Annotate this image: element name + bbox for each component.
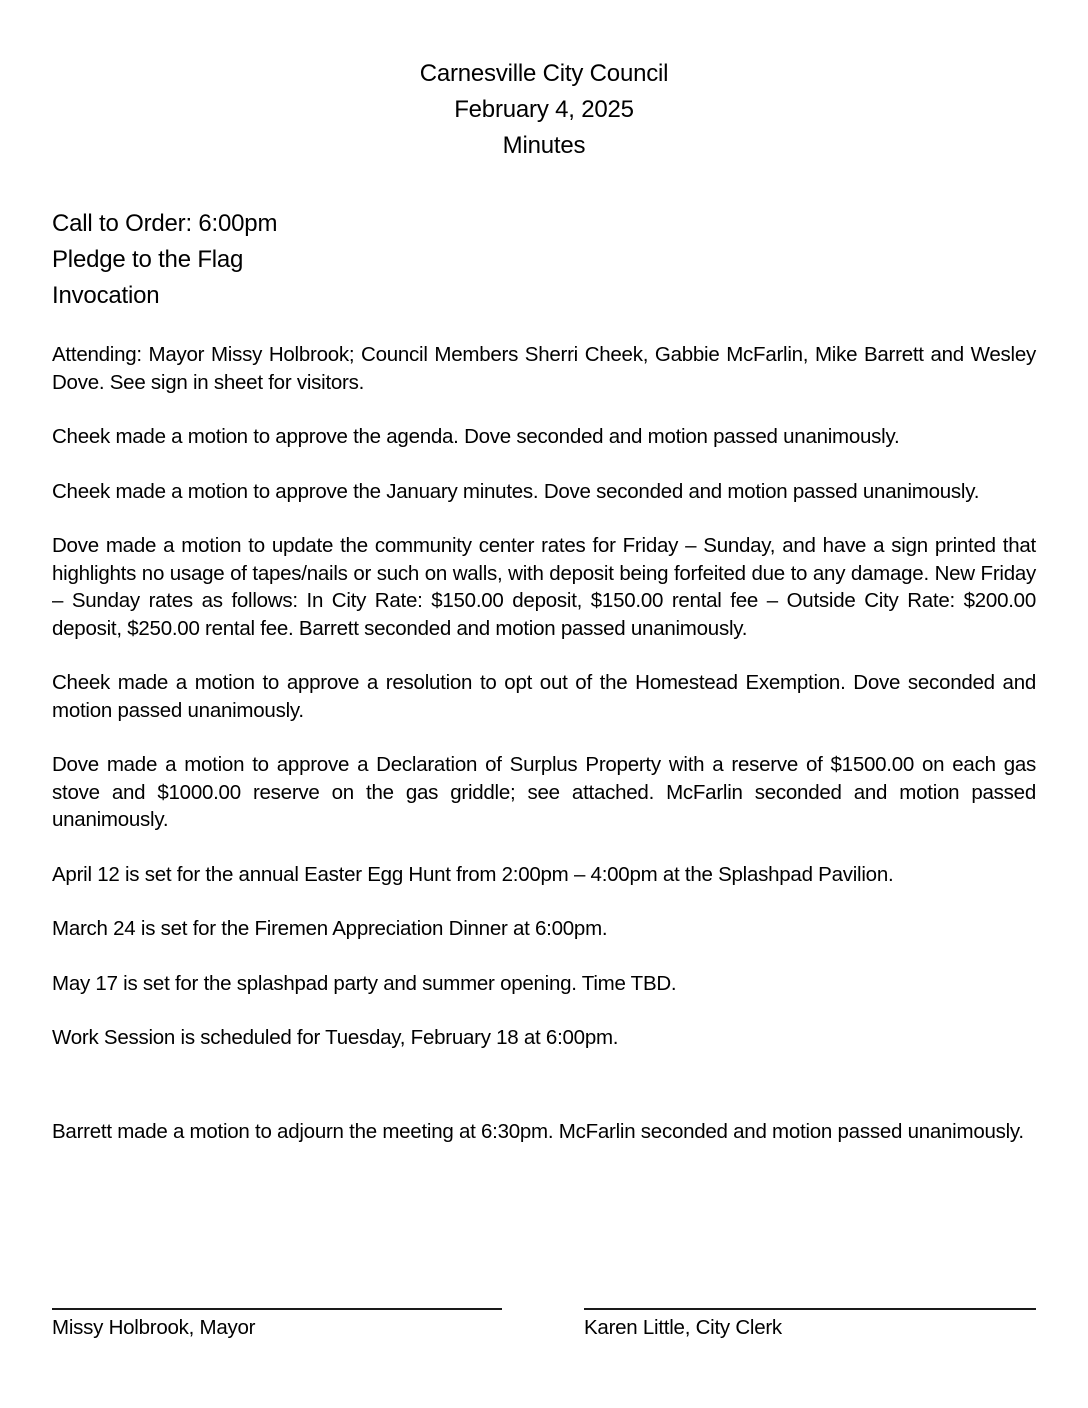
paragraph-work-session: Work Session is scheduled for Tuesday, February 18 at 6:00pm. (52, 1026, 619, 1049)
clerk-signature-name: Karen Little, City Clerk (584, 1316, 782, 1339)
agenda-heading-block (52, 206, 1036, 314)
paragraph-homestead-exemption-motion: Cheek made a motion to approve a resolution to opt out of the Homestead Exemption. Dove seconded and motion passed unanimously. (52, 671, 1036, 722)
call-to-order-line: Call to Order: 6:00pm (52, 210, 278, 237)
signature-section (52, 1308, 1036, 1340)
invocation-line: Invocation (52, 282, 160, 309)
clerk-signature-block (584, 1308, 1036, 1340)
paragraph-surplus-property-motion: Dove made a motion to approve a Declaration of Surplus Property with a reserve of $1500.00 on each gas stove and $1000.00 reserve on the gas griddle; see attached. McFarlin seconded and motion passed unanimously. (52, 753, 1036, 831)
paragraph-adjourn-motion: Barrett made a motion to adjourn the meeting at 6:30pm. McFarlin seconded and motion passed unanimously. (52, 1119, 1024, 1143)
document-title: Carnesville City Council (419, 60, 669, 87)
paragraph-attending: Attending: Mayor Missy Holbrook; Council Members Sherri Cheek, Gabbie McFarlin, Mike Barrett and Wesley Dove. See sign in sheet for visitors. (52, 343, 1036, 394)
paragraph-splashpad-party: May 17 is set for the splashpad party and summer opening. Time TBD. (52, 971, 677, 995)
mayor-signature-name: Missy Holbrook, Mayor (52, 1316, 256, 1339)
mayor-signature-line (52, 1308, 502, 1310)
paragraph-agenda-motion: Cheek made a motion to approve the agenda. Dove seconded and motion passed unanimously. (52, 425, 900, 448)
paragraph-easter-egg-hunt: April 12 is set for the annual Easter Egg Hunt from 2:00pm – 4:00pm at the Splashpad Pavilion. (52, 862, 894, 886)
pledge-line: Pledge to the Flag (52, 246, 244, 273)
document-title-block (52, 56, 1036, 164)
minutes-body (52, 341, 1036, 1145)
document-type: Minutes (502, 132, 586, 159)
paragraph-firemen-dinner: March 24 is set for the Firemen Appreciation Dinner at 6:00pm. (52, 917, 608, 940)
clerk-signature-line (584, 1308, 1036, 1310)
paragraph-community-center-rates-motion: Dove made a motion to update the community center rates for Friday – Sunday, and have a sign printed that highlights no usage of tapes/nails or such on walls, with deposit being forfeited due to any damage. New Friday – Sunday rates as follows: In City Rate: $150.00 deposit, $150.00 rental fee – Outside City Rate: $200.00 deposit, $250.00 rental fee. Barrett seconded and motion passed unanimously. (52, 534, 1036, 640)
mayor-signature-block (52, 1308, 502, 1340)
document-date: February 4, 2025 (454, 96, 634, 123)
paragraph-january-minutes-motion: Cheek made a motion to approve the January minutes. Dove seconded and motion passed unanimously. (52, 479, 980, 503)
